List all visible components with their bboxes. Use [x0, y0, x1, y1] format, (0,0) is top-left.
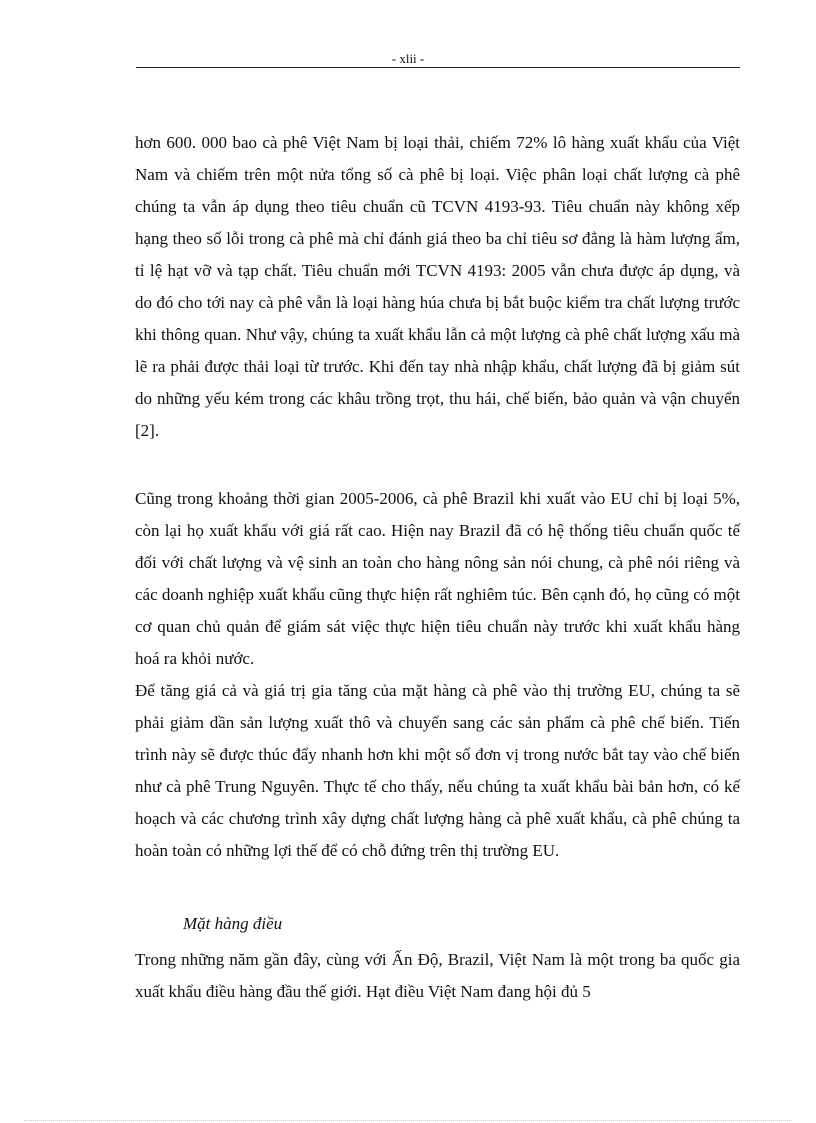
header-divider: [136, 67, 740, 68]
page-bottom-border: [24, 1120, 792, 1121]
section-heading: Mặt hàng điều: [183, 914, 283, 933]
page-number: - xlii -: [391, 51, 425, 66]
paragraph-brazil-coffee: Cũng trong khoảng thời gian 2005-2006, cà phê Brazil khi xuất vào EU chỉ bị loại 5%, còn lại họ xuất khẩu với giá rất cao. Hiện nay Brazil đã có hệ thống tiêu chuẩn quốc tế đối với chất lượng và vệ sinh an toàn cho hàng nông sản nói chung, cà phê nói riêng và các doanh nghiệp xuất khẩu cũng thực hiện rất nghiêm túc. Bên cạnh đó, họ cũng có một cơ quan chủ quản để giám sát việc thực hiện tiêu chuẩn này trước khi xuất khẩu hàng hoá ra khỏi nước.: [135, 489, 740, 668]
paragraph-price-value: Để tăng giá cả và giá trị gia tăng của mặt hàng cà phê vào thị trường EU, chúng ta sẽ phải giảm dần sản lượng xuất thô và chuyển sang các sản phẩm cà phê chế biến. Tiến trình này sẽ được thúc đẩy nhanh hơn khi một số đơn vị trong nước bắt tay vào chế biến như cà phê Trung Nguyên. Thực tế cho thấy, nếu chúng ta xuất khẩu bài bản hơn, có kế hoạch và các chương trình xây dựng chất lượng hàng cà phê xuất khẩu, cà phê chúng ta hoàn toàn có những lợi thế để có chỗ đứng trên thị trường EU.: [135, 681, 740, 860]
paragraph-cashew: Trong những năm gần đây, cùng với Ấn Độ, Brazil, Việt Nam là một trong ba quốc gia xuất khẩu điều hàng đầu thế giới. Hạt điều Việt Nam đang hội đủ 5: [135, 950, 740, 1001]
paragraph-coffee-rejection: hơn 600. 000 bao cà phê Việt Nam bị loại thải, chiếm 72% lô hàng xuất khẩu của Việt Nam và chiếm trên một nửa tổng số cà phê bị loại. Việc phân loại chất lượng cà phê chúng ta vẫn áp dụng theo tiêu chuẩn cũ TCVN 4193-93. Tiêu chuẩn này không xếp hạng theo số lỗi trong cà phê mà chỉ đánh giá theo ba chỉ tiêu sơ đẳng là hàm lượng ẩm, tỉ lệ hạt vỡ và tạp chất. Tiêu chuẩn mới TCVN 4193: 2005 vẫn chưa được áp dụng, và do đó cho tới nay cà phê vẫn là loại hàng húa chưa bị bắt buộc kiểm tra chất lượng trước khi thông quan. Như vậy, chúng ta xuất khẩu lẫn cả một lượng cà phê chất lượng xấu mà lẽ ra phải được thải loại từ trước. Khi đến tay nhà nhập khẩu, chất lượng đã bị giảm sút do những yếu kém trong các khâu trồng trọt, thu hái, chế biến, bảo quản và vận chuyển [2].: [135, 133, 740, 440]
